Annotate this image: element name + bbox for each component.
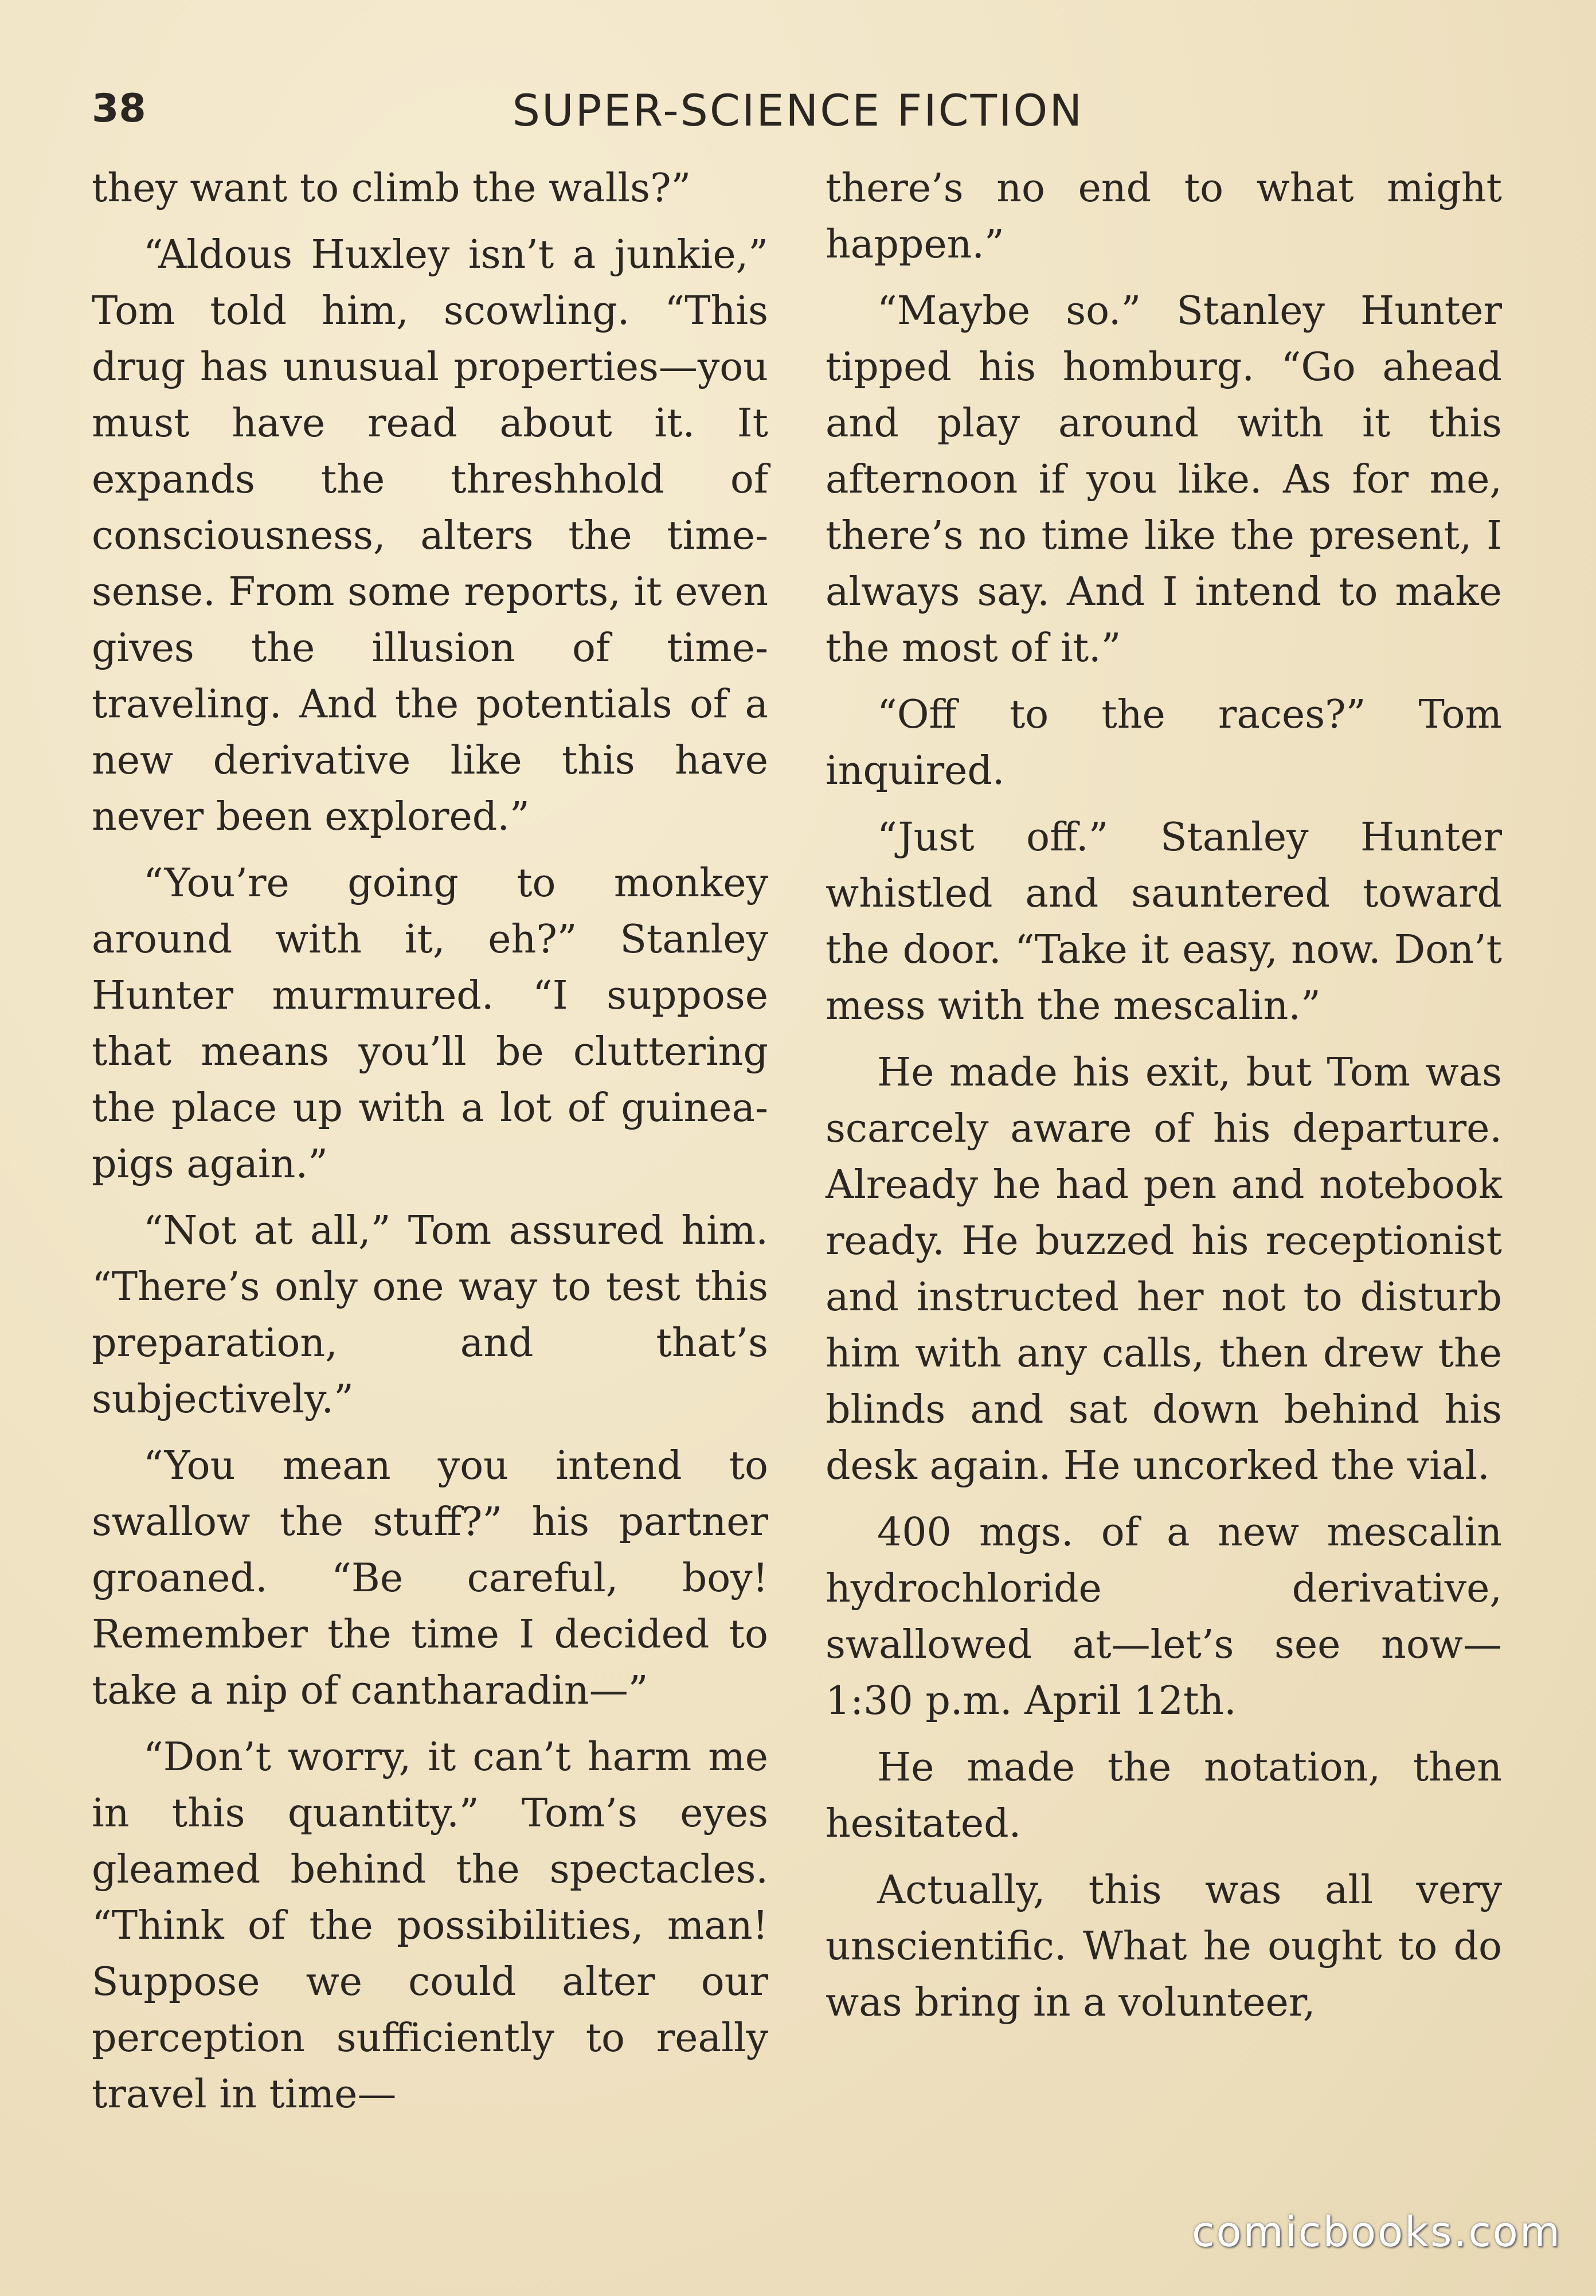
paragraph: “Aldous Huxley isn’t a junkie,” Tom told him, scowling. “This drug has unusual properties—you must have read about it. It expands the threshhold of consciousness, alters the time-sense. From some reports, it even gives the illusion of time-traveling. And the potentials of a new derivative like this have never been explored.”: [92, 232, 768, 839]
watermark: comicbooks.com: [1191, 2208, 1562, 2256]
paragraph: “Not at all,” Tom assured him. “There’s only one way to test this preparation, and that’s subjectively.”: [92, 1208, 768, 1422]
paragraph: He made the notation, then hesitated.: [826, 1745, 1502, 1846]
paragraph: “You mean you intend to swallow the stuff?” his partner groaned. “Be careful, boy! Remember the time I decided to take a nip of cantharadin—”: [92, 1443, 768, 1713]
paragraph: “Maybe so.” Stanley Hunter tipped his homburg. “Go ahead and play around with it this afternoon if you like. As for me, there’s no time like the present, I always say. And I intend to make the most of it.”: [826, 288, 1502, 671]
paragraph: He made his exit, but Tom was scarcely aware of his departure. Already he had pen and notebook ready. He buzzed his receptionist and instructed her not to disturb him with any calls, then drew the blinds and sat down behind his desk again. He uncorked the vial.: [826, 1050, 1502, 1489]
paragraph: “Don’t worry, it can’t harm me in this quantity.” Tom’s eyes gleamed behind the spectacles. “Think of the possibilities, man! Suppose we could alter our perception sufficiently to really travel in time—: [92, 1735, 768, 2117]
paragraph: “Off to the races?” Tom inquired.: [826, 692, 1502, 794]
paragraph: “You’re going to monkey around with it, eh?” Stanley Hunter murmured. “I suppose that means you’ll be cluttering the place up with a lot of guinea-pigs again.”: [92, 861, 768, 1187]
running-head: SUPER-SCIENCE FICTION: [512, 85, 1084, 136]
paragraph: 400 mgs. of a new mescalin hydrochloride derivative, swallowed at—let’s see now—1:30 p.m. April 12th.: [826, 1510, 1502, 1724]
page-number: 38: [92, 86, 146, 131]
right-column: [826, 161, 1502, 2041]
paragraph: they want to climb the walls?”: [92, 166, 691, 211]
left-column: [92, 161, 768, 2133]
paragraph: Actually, this was all very unscientific. What he ought to do was bring in a volunteer,: [826, 1868, 1502, 2025]
paragraph: there’s no end to what might happen.”: [826, 166, 1502, 267]
paragraph: “Just off.” Stanley Hunter whistled and sauntered toward the door. “Take it easy, now. Don’t mess with the mescalin.”: [826, 815, 1502, 1029]
